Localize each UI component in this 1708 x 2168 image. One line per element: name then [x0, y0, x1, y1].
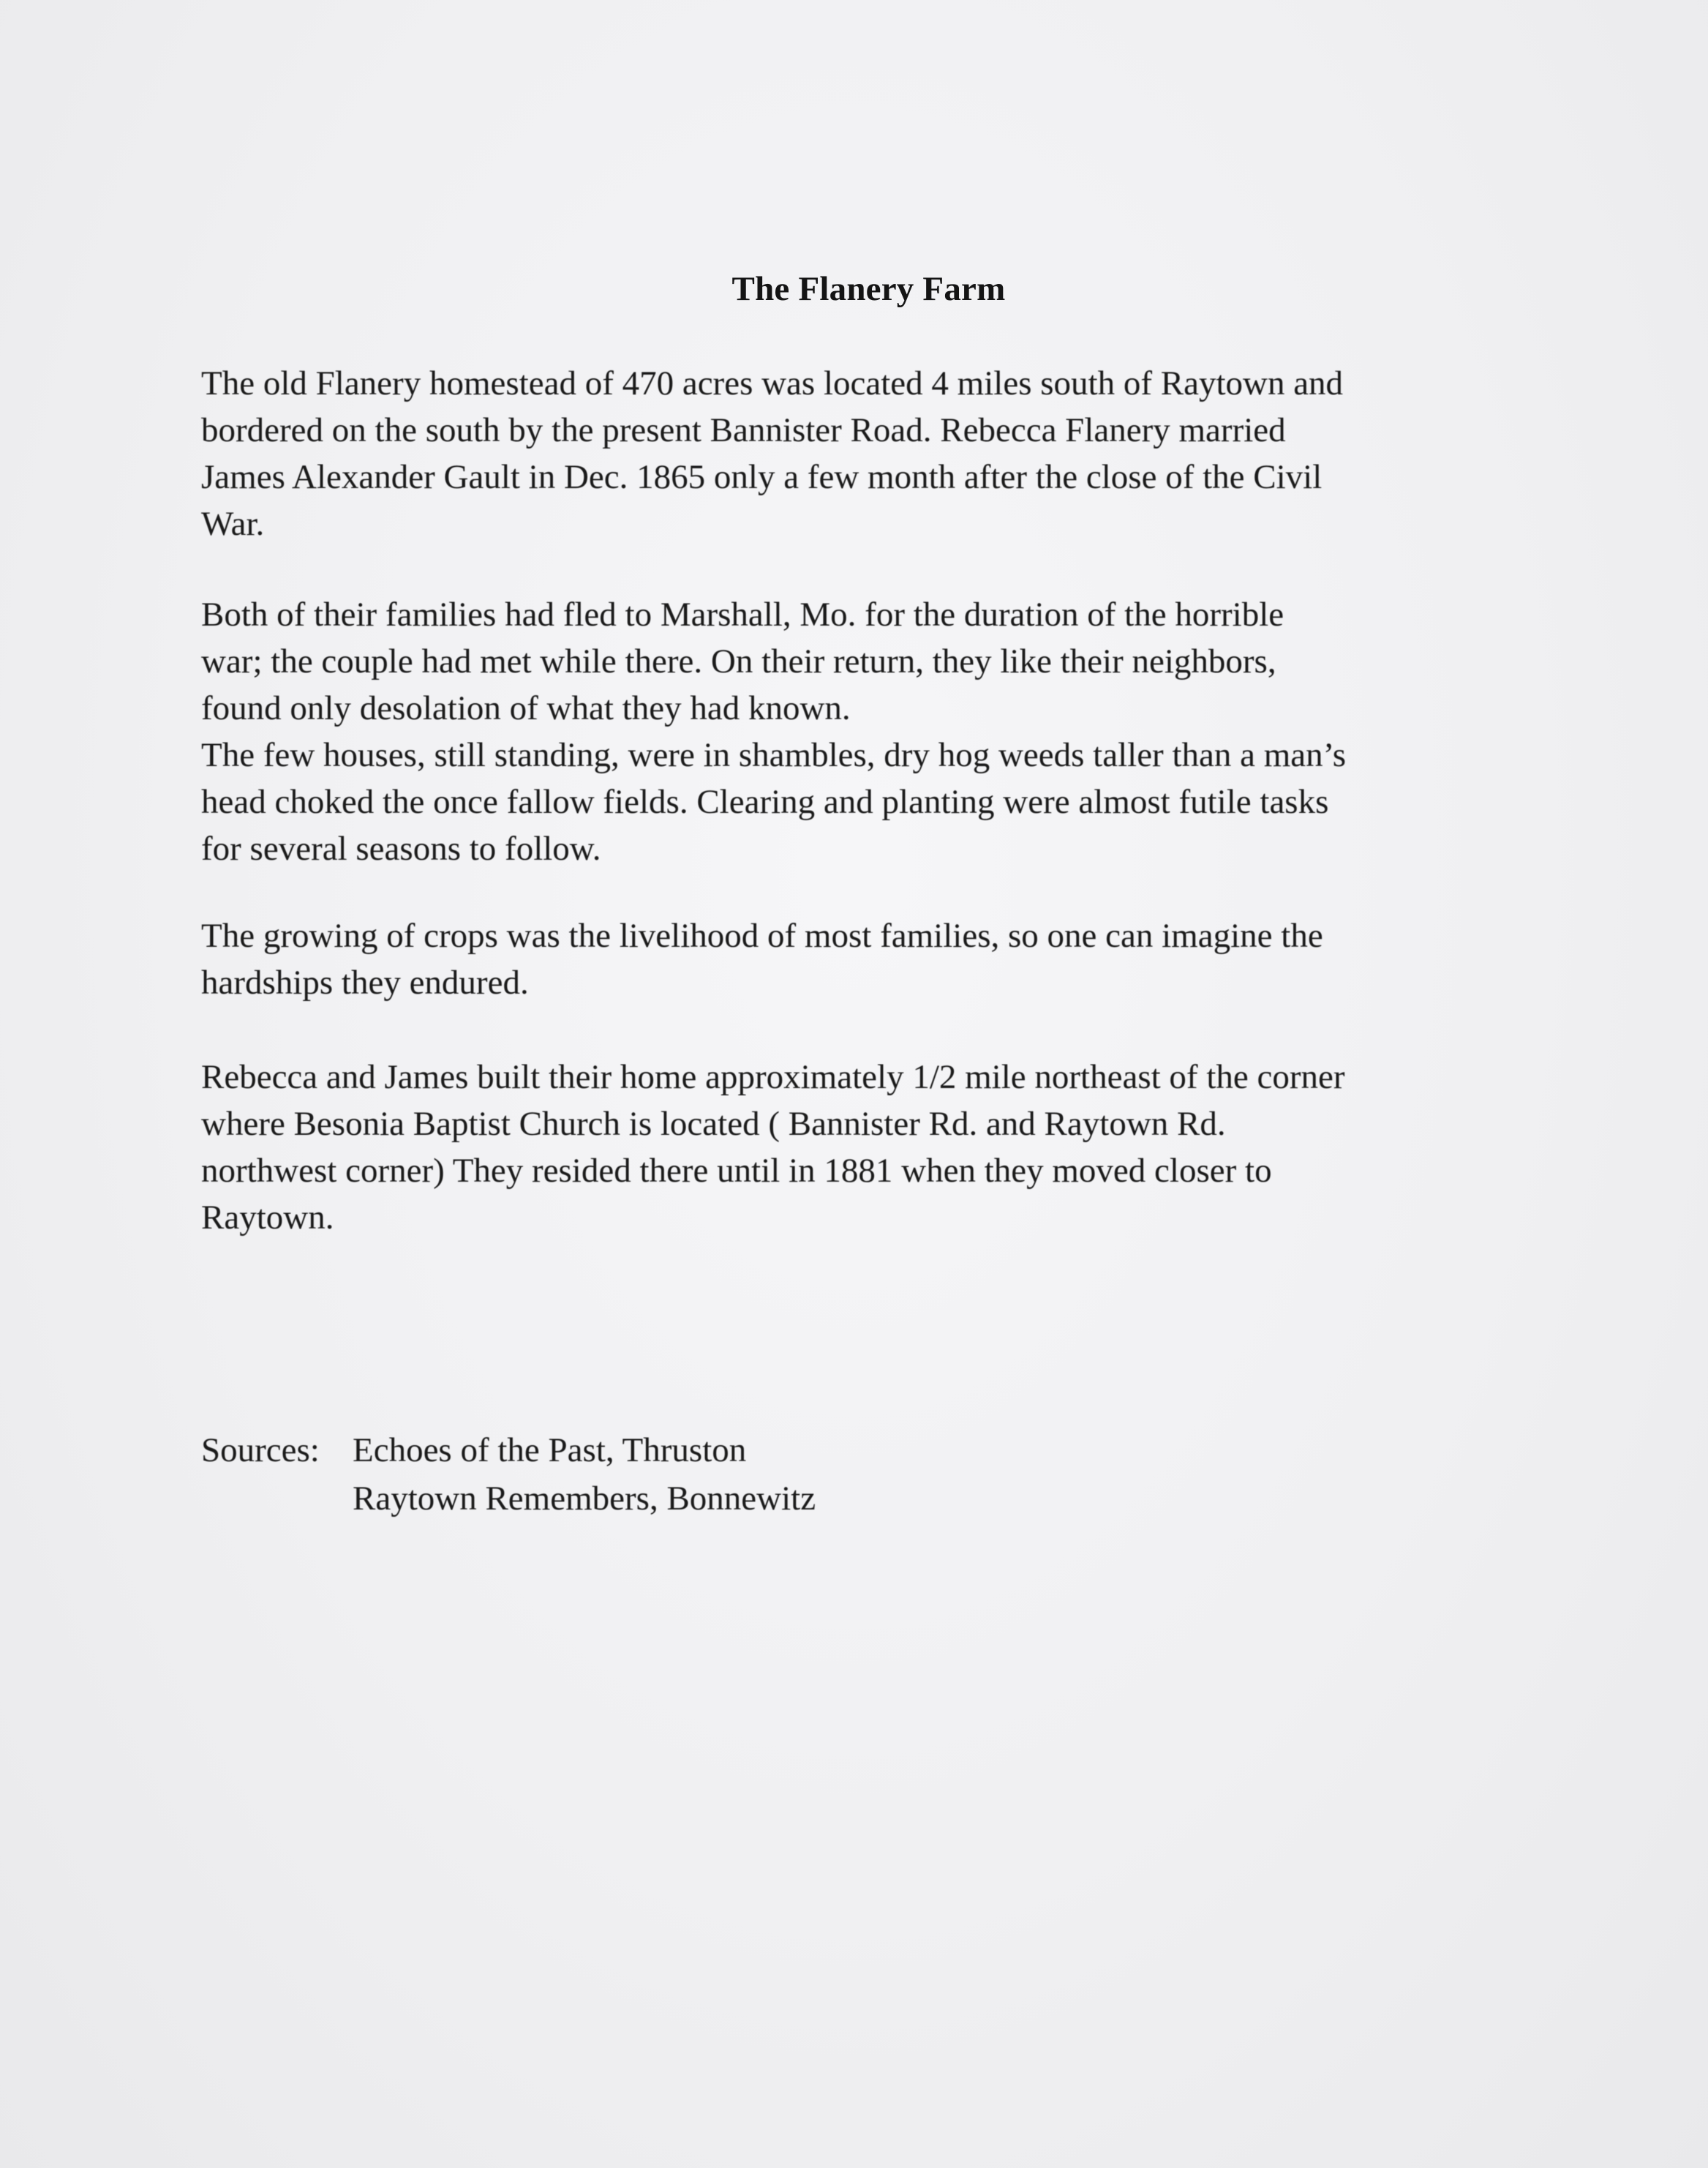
paragraph-4 — [201, 1054, 1576, 1241]
source-entry: Raytown Remembers, Bonnewitz — [353, 1479, 816, 1518]
paragraph-line: The few houses, still standing, were in shambles, dry hog weeds taller than a man’s — [201, 736, 1346, 774]
paragraph-2 — [201, 591, 1576, 872]
paragraph-line: Raytown. — [201, 1199, 334, 1237]
paragraph-line: bordered on the south by the present Bannister Road. Rebecca Flanery married — [201, 411, 1286, 449]
document-title: The Flanery Farm — [731, 270, 1006, 308]
paragraph-line: found only desolation of what they had known. — [201, 689, 851, 727]
paragraph-line: for several seasons to follow. — [201, 830, 601, 868]
paragraph-line: War. — [201, 505, 265, 543]
paragraph-line: The growing of crops was the livelihood of most families, so one can imagine the — [201, 917, 1323, 955]
paragraph-line: northwest corner) They resided there until in 1881 when they moved closer to — [201, 1152, 1272, 1190]
paragraph-3 — [201, 912, 1576, 1006]
paragraph-line: The old Flanery homestead of 470 acres was located 4 miles south of Raytown and — [201, 364, 1344, 402]
paragraph-line: head choked the once fallow fields. Clearing and planting were almost futile tasks — [201, 783, 1329, 821]
paragraph-line: war; the couple had met while there. On their return, they like their neighbors, — [201, 642, 1276, 680]
paragraph-line: Rebecca and James built their home approximately 1/2 mile northeast of the corner — [201, 1058, 1345, 1096]
sources-row-1 — [201, 1426, 816, 1474]
sources-block — [201, 1426, 816, 1523]
paragraph-1 — [201, 360, 1576, 547]
paragraph-line: hardships they endured. — [201, 964, 529, 1002]
paragraph-line: Both of their families had fled to Marshall, Mo. for the duration of the horrible — [201, 596, 1284, 634]
source-entry: Echoes of the Past, Thruston — [353, 1431, 747, 1469]
sources-row-2 — [201, 1474, 816, 1523]
sources-label: Sources: — [201, 1431, 320, 1469]
paragraph-line: James Alexander Gault in Dec. 1865 only a few month after the close of the Civil — [201, 458, 1323, 496]
paragraph-line: where Besonia Baptist Church is located ( Bannister Rd. and Raytown Rd. — [201, 1105, 1226, 1143]
